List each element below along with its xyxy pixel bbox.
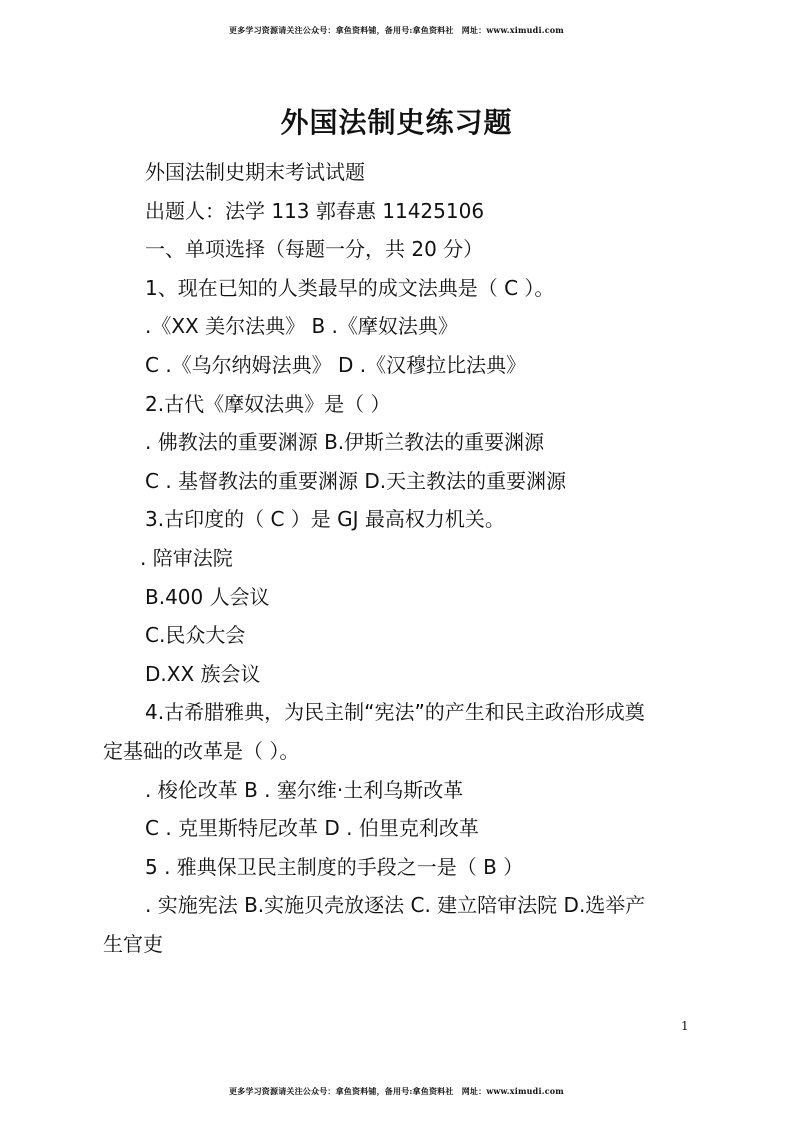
question-5-options-line-2: 生官吏 bbox=[103, 932, 163, 956]
question-4-line-2: 定基础的改革是（ ）。 bbox=[103, 739, 300, 763]
question-3-option-d: D.XX 族会议 bbox=[145, 662, 261, 686]
question-3-option-a: . 陪审法院 bbox=[140, 546, 233, 570]
section-heading: 一、单项选择（每题一分，共 20 分） bbox=[145, 237, 484, 261]
question-5: 5 . 雅典保卫民主制度的手段之一是（ B ） bbox=[145, 855, 524, 879]
question-1-options-ab: .《XX 美尔法典》 B .《摩奴法典》 bbox=[145, 314, 458, 338]
question-4-options-cd: C . 克里斯特尼改革 D . 伯里克利改革 bbox=[145, 816, 479, 840]
question-4-line-1: 4.古希腊雅典，为民主制“宪法”的产生和民主政治形成奠 bbox=[145, 700, 645, 724]
footer-banner: 更多学习资源请关注公众号：拿鱼资料铺，备用号:拿鱼资料社 网址：www.ximudi.com bbox=[229, 1086, 564, 1096]
question-4-options-ab: . 梭伦改革 B . 塞尔维·土利乌斯改革 bbox=[145, 778, 464, 802]
author-line: 出题人：法学 113 郭春惠 11425106 bbox=[145, 199, 485, 223]
question-3-option-c: C.民众大会 bbox=[145, 623, 246, 647]
question-2-options-cd: C . 基督教法的重要渊源 D.天主教法的重要渊源 bbox=[145, 469, 567, 493]
exam-subtitle: 外国法制史期末考试试题 bbox=[145, 160, 365, 184]
question-1: 1、现在已知的人类最早的成文法典是（ C ）。 bbox=[145, 276, 555, 300]
question-5-options-line-1: . 实施宪法 B.实施贝壳放逐法 C. 建立陪审法院 D.选举产 bbox=[145, 893, 646, 917]
document-title: 外国法制史练习题 bbox=[280, 106, 513, 139]
question-2: 2.古代《摩奴法典》是（ ） bbox=[145, 392, 391, 416]
header-banner: 更多学习资源请关注公众号：拿鱼资料铺，备用号:拿鱼资料社 网址：www.ximudi.com bbox=[229, 25, 564, 35]
question-1-options-cd: C .《乌尔纳姆法典》 D .《汉穆拉比法典》 bbox=[145, 353, 527, 377]
page-number: 1 bbox=[681, 1019, 689, 1033]
question-2-options-ab: . 佛教法的重要渊源 B.伊斯兰教法的重要渊源 bbox=[145, 430, 545, 454]
question-3: 3.古印度的（ C ）是 GJ 最高权力机关。 bbox=[145, 507, 505, 531]
question-3-option-b: B.400 人会议 bbox=[145, 585, 270, 609]
